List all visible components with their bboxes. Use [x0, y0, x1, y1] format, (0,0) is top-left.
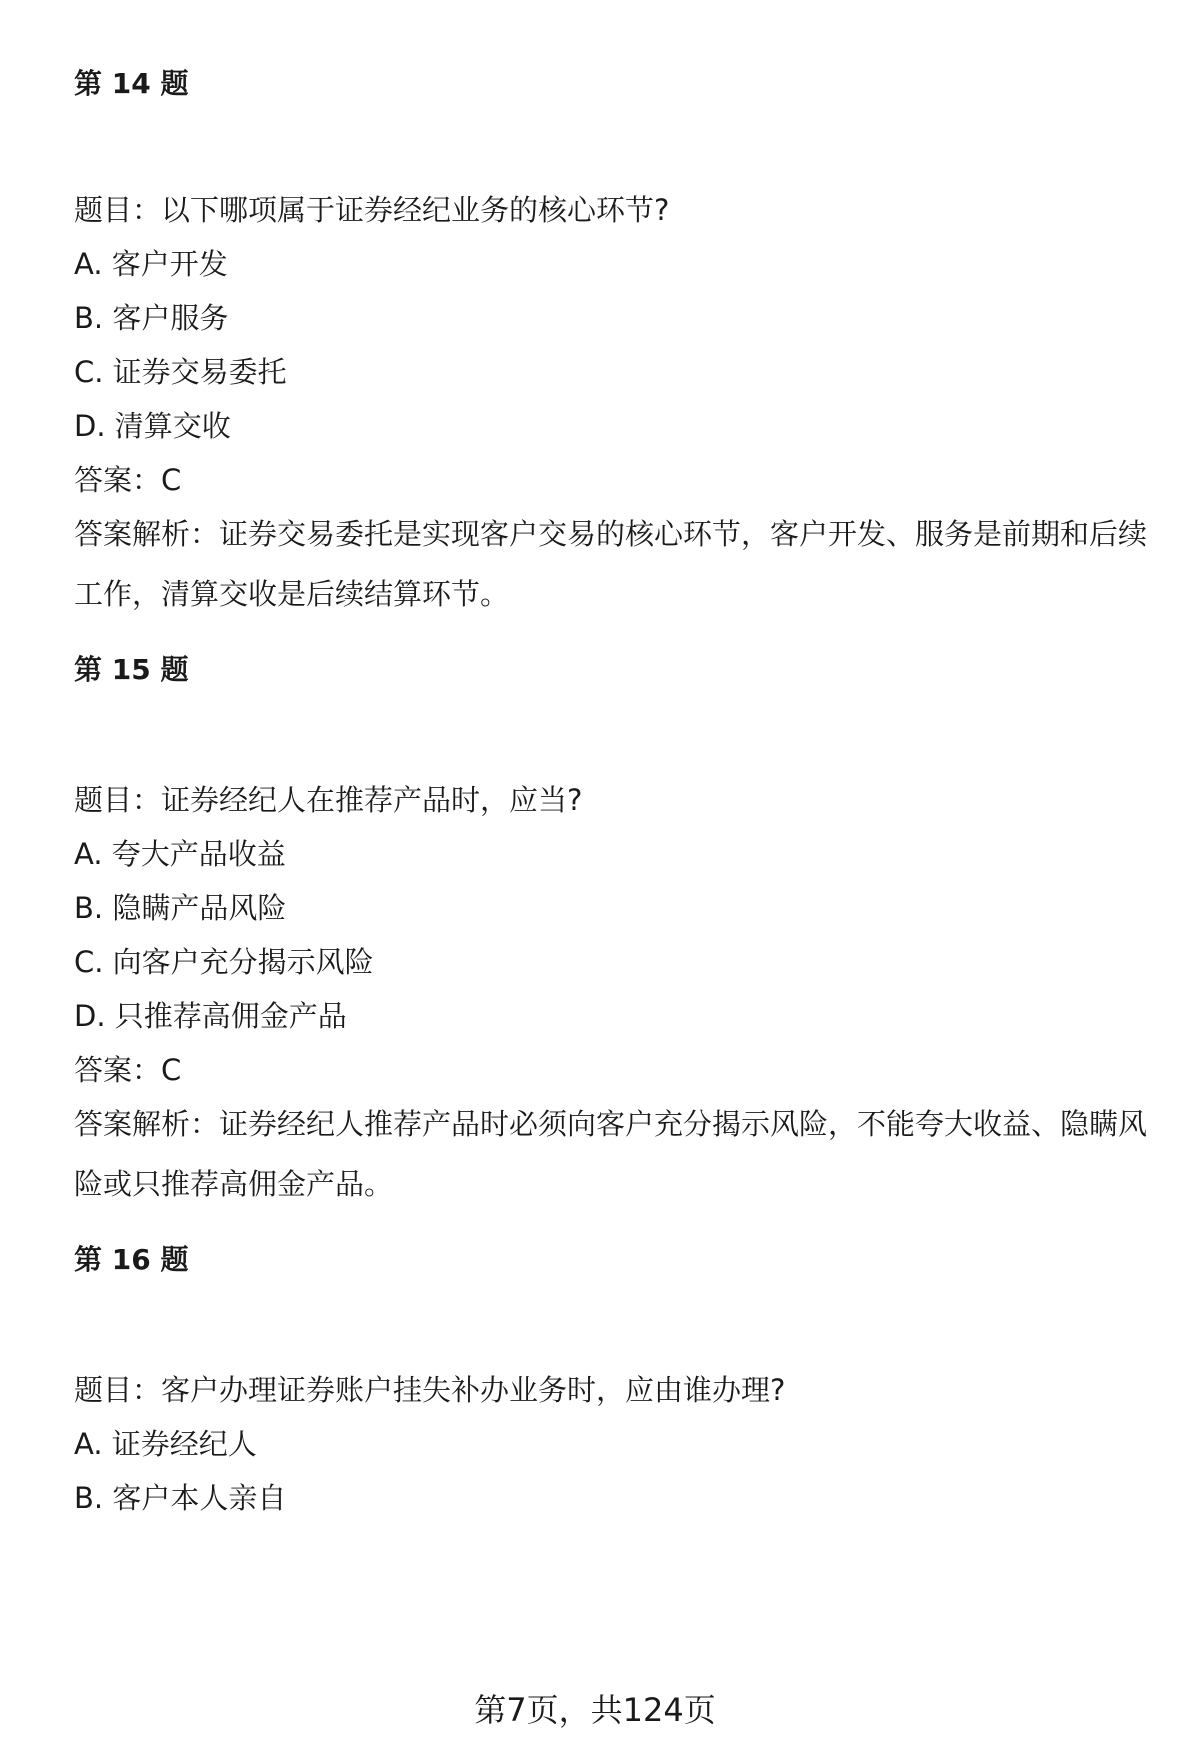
- option-a: A. 夸大产品收益: [74, 837, 286, 871]
- option-c: C. 向客户充分揭示风险: [74, 945, 374, 979]
- question-heading: 第 15 题: [74, 653, 189, 686]
- option-a: A. 证券经纪人: [74, 1427, 257, 1461]
- question-heading: 第 14 题: [74, 67, 189, 100]
- option-d: D. 清算交收: [74, 409, 231, 443]
- answer-explanation: 答案解析：证券经纪人推荐产品时必须向客户充分揭示风险，不能夸大收益、隐瞒风险或只推荐高佣金产品。: [74, 1107, 1148, 1201]
- answer: 答案：C: [74, 463, 182, 497]
- page-number: 第7页，共124页: [474, 1691, 716, 1729]
- option-d: D. 只推荐高佣金产品: [74, 999, 347, 1033]
- question-heading: 第 16 题: [74, 1243, 189, 1276]
- question-stem: 题目：以下哪项属于证券经纪业务的核心环节?: [74, 193, 670, 227]
- answer: 答案：C: [74, 1053, 182, 1087]
- answer-explanation: 答案解析：证券交易委托是实现客户交易的核心环节，客户开发、服务是前期和后续工作，清算交收是后续结算环节。: [74, 517, 1148, 611]
- option-b: B. 客户本人亲自: [74, 1481, 287, 1515]
- option-a: A. 客户开发: [74, 247, 228, 281]
- option-b: B. 隐瞒产品风险: [74, 891, 287, 925]
- question-stem: 题目：客户办理证券账户挂失补办业务时，应由谁办理?: [74, 1373, 786, 1407]
- option-c: C. 证券交易委托: [74, 355, 287, 389]
- option-b: B. 客户服务: [74, 301, 229, 335]
- question-stem: 题目：证券经纪人在推荐产品时，应当?: [74, 783, 583, 817]
